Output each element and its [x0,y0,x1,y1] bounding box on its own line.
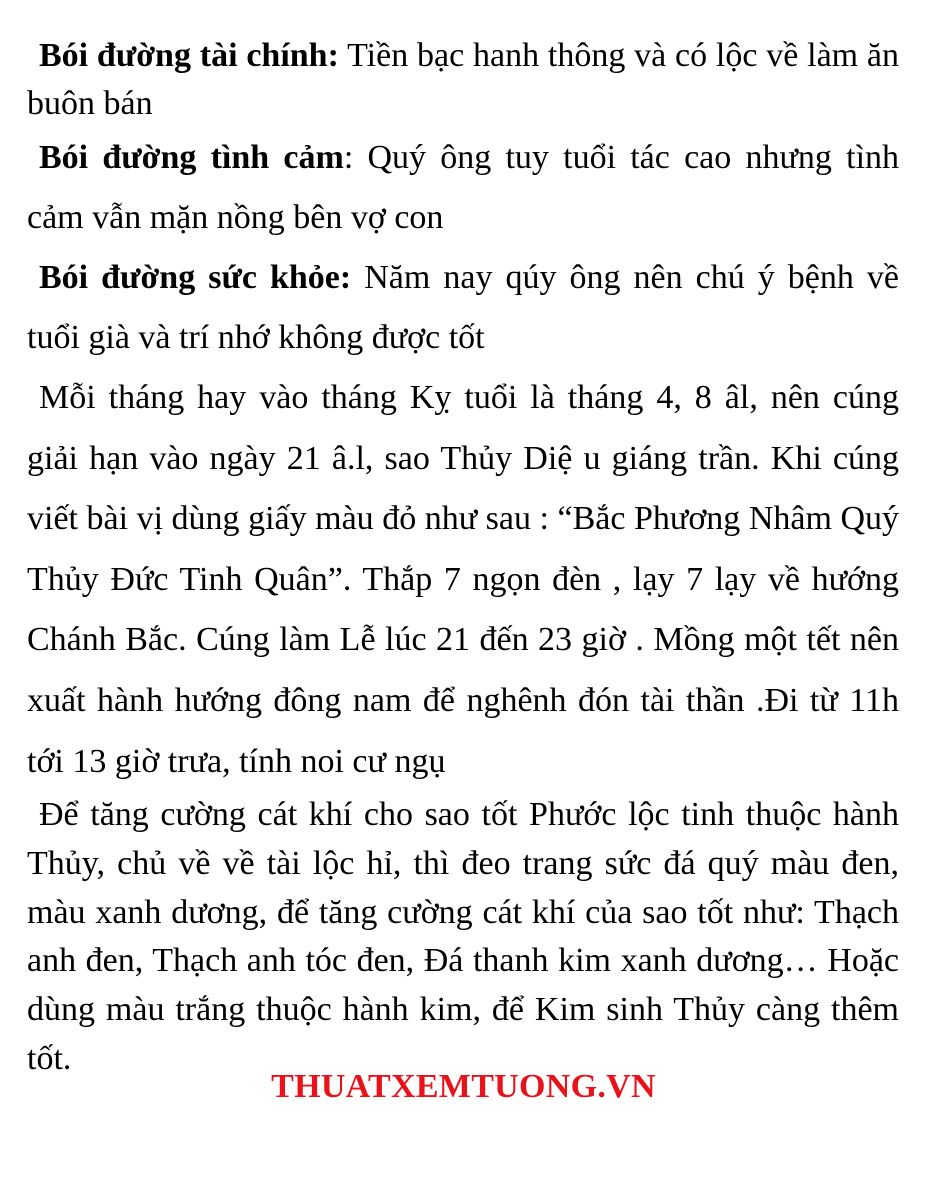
love-label: Bói đường tình cảm [39,139,344,176]
love-text: : Quý ông tuy tuổi tác cao nhưng tình cảm vẫn mặn nồng bên vợ con [27,139,900,236]
ritual-text: Mỗi tháng hay vào tháng Kỵ tuổi là tháng 4, 8 âl, nên cúng giải hạn vào ngày 21 â.l, sao Thủy Diệ u giáng trần. Khi cúng viết bài vị dùng giấy màu đỏ như sau : “Bắc Phương Nhâm Quý Thủy Đức Tinh Quân”. Thắp 7 ngọn đèn , lạy 7 lạy về hướng Chánh Bắc. Cúng làm Lễ lúc 21 đến 23 giờ . Mồng một tết nên xuất hành hướng đông nam để nghênh đón tài thần .Đi từ 11h tới 13 giờ trưa, tính noi cư ngụ [27,379,899,780]
health-label: Bói đường sức khỏe: [39,259,352,296]
site-brand-footer: THUATXEMTUONG.VN [271,1068,656,1105]
finance-label: Bói đường tài chính: [39,37,339,74]
gems-paragraph [27,791,899,1084]
finance-paragraph [27,32,899,128]
health-text: Năm nay qúy ông nên chú ý bệnh về tuổi già và trí nhớ không được tốt [27,259,899,356]
finance-text: Tiền bạc hanh thông và có lộc về làm ăn buôn bán [27,37,899,122]
love-paragraph [27,128,899,248]
gems-text: Để tăng cường cát khí cho sao tốt Phước lộc tinh thuộc hành Thủy, chủ về về tài lộc hỉ, thì đeo trang sức đá quý màu đen, màu xanh dương, để tăng cường cát khí của sao tốt như: Thạch anh đen, Thạch anh tóc đen, Đá thanh kim xanh dương… Hoặc dùng màu trắng thuộc hành kim, để Kim sinh Thủy càng thêm tốt. [27,796,899,1077]
ritual-paragraph [27,368,899,792]
health-paragraph [27,248,899,368]
